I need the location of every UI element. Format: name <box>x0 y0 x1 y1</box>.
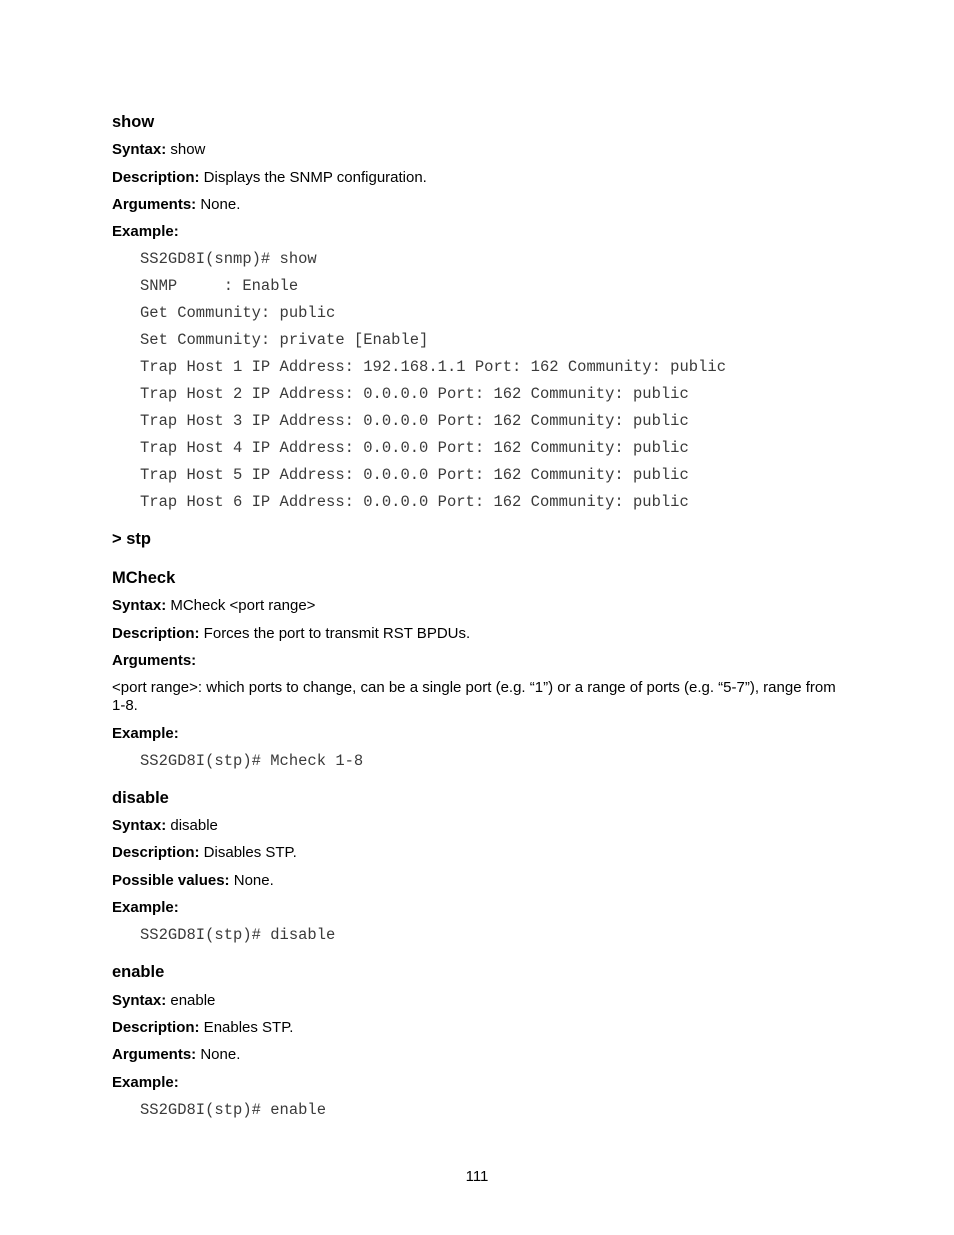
mcheck-arguments-label: Arguments: <box>112 652 197 669</box>
show-example-label: Example: <box>112 223 179 240</box>
syntax-label: Syntax: <box>112 992 167 1009</box>
syntax-value: show <box>166 141 206 158</box>
enable-description <box>112 1019 293 1037</box>
arguments-label: Arguments: <box>112 196 197 213</box>
code-line: Trap Host 5 IP Address: 0.0.0.0 Port: 162 Community: public <box>140 466 689 484</box>
show-arguments <box>112 196 240 214</box>
enable-arguments <box>112 1046 240 1064</box>
code-line: Trap Host 4 IP Address: 0.0.0.0 Port: 162 Community: public <box>140 439 689 457</box>
mcheck-syntax <box>112 597 315 615</box>
description-value: Enables STP. <box>199 1019 294 1036</box>
section-heading-mcheck: MCheck <box>112 569 176 587</box>
mcheck-description <box>112 625 470 643</box>
description-value: Displays the SNMP configuration. <box>199 169 427 186</box>
description-label: Description: <box>112 1019 200 1036</box>
code-line: Trap Host 6 IP Address: 0.0.0.0 Port: 162 Community: public <box>140 493 689 511</box>
description-value: Forces the port to transmit RST BPDUs. <box>199 625 471 642</box>
description-label: Description: <box>112 625 200 642</box>
code-line: Trap Host 3 IP Address: 0.0.0.0 Port: 162 Community: public <box>140 412 689 430</box>
section-heading-disable: disable <box>112 789 169 807</box>
description-label: Description: <box>112 169 200 186</box>
code-line: SS2GD8I(stp)# enable <box>140 1101 327 1119</box>
description-value: Disables STP. <box>199 844 297 861</box>
code-line: Get Community: public <box>140 304 336 322</box>
possible-values-value: None. <box>229 872 274 889</box>
code-line: SNMP : Enable <box>140 277 299 295</box>
syntax-value: enable <box>166 992 216 1009</box>
disable-description <box>112 844 297 862</box>
code-line: Trap Host 1 IP Address: 192.168.1.1 Port: 162 Community: public <box>140 358 726 376</box>
enable-example-label: Example: <box>112 1074 179 1091</box>
disable-possible-values <box>112 872 274 890</box>
syntax-label: Syntax: <box>112 817 167 834</box>
disable-example-label: Example: <box>112 899 179 916</box>
code-line: SS2GD8I(stp)# disable <box>140 926 336 944</box>
description-label: Description: <box>112 844 200 861</box>
syntax-label: Syntax: <box>112 597 167 614</box>
syntax-value: disable <box>166 817 218 834</box>
section-heading-enable: enable <box>112 963 165 981</box>
disable-syntax <box>112 817 218 835</box>
code-line: Set Community: private [Enable] <box>140 331 429 349</box>
enable-syntax <box>112 992 215 1010</box>
mcheck-arguments-text: <port range>: which ports to change, can be a single port (e.g. “1”) or a range of ports (e.g. “5-7”), range from 1-8. <box>112 679 836 714</box>
syntax-label: Syntax: <box>112 141 167 158</box>
arguments-value: None. <box>196 1046 241 1063</box>
show-description <box>112 169 427 187</box>
show-syntax <box>112 141 205 159</box>
possible-values-label: Possible values: <box>112 872 230 889</box>
syntax-value: MCheck <port range> <box>166 597 316 614</box>
section-heading-show: show <box>112 113 155 131</box>
section-heading-stp: > stp <box>112 530 151 548</box>
page-number: 111 <box>465 1168 489 1185</box>
code-line: SS2GD8I(snmp)# show <box>140 250 317 268</box>
arguments-value: None. <box>196 196 241 213</box>
mcheck-example-label: Example: <box>112 725 179 742</box>
code-line: SS2GD8I(stp)# Mcheck 1-8 <box>140 752 364 770</box>
code-line: Trap Host 2 IP Address: 0.0.0.0 Port: 162 Community: public <box>140 385 689 403</box>
arguments-label: Arguments: <box>112 1046 197 1063</box>
